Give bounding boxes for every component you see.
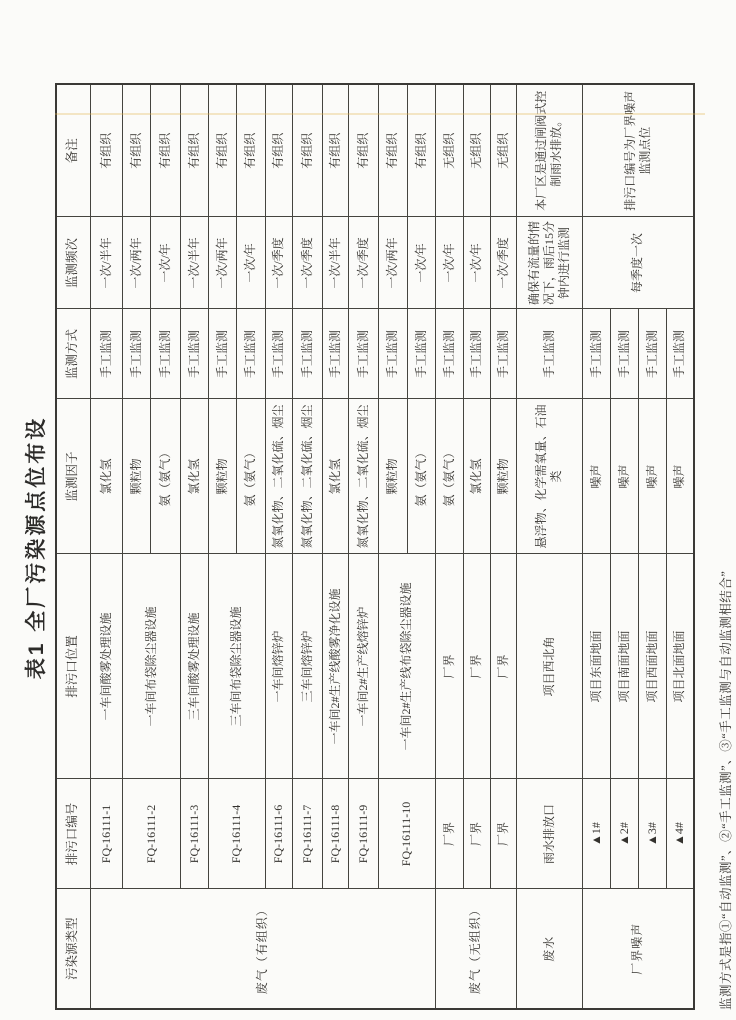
table-cell: 一次/半年 <box>322 217 348 309</box>
table-cell: 手工监测 <box>378 309 407 399</box>
table-row <box>90 84 122 1009</box>
table-cell: FQ-16111-4 <box>208 779 265 889</box>
table-cell: 厂界 <box>435 779 463 889</box>
table-cell: 一次/两年 <box>122 217 150 309</box>
table-cell: 有组织 <box>348 84 378 217</box>
table-cell: 有组织 <box>90 84 122 217</box>
table-row <box>292 84 322 1009</box>
header-cell: 排污口位置 <box>56 554 90 779</box>
table-cell: 三车间熔锌炉 <box>292 554 322 779</box>
table-body <box>90 84 694 1009</box>
header-cell: 监测方式 <box>56 309 90 399</box>
table-cell: 手工监测 <box>208 309 236 399</box>
table-row <box>378 84 407 1009</box>
group-label-cell: 废气（无组织） <box>435 889 516 1009</box>
table-cell: 氯化氢 <box>322 399 348 554</box>
table-cell: 雨水排放口 <box>516 779 582 889</box>
table-cell: 手工监测 <box>322 309 348 399</box>
table-cell: 一次/季度 <box>490 217 516 309</box>
table-header <box>56 84 90 1009</box>
table-cell: FQ-16111-6 <box>265 779 292 889</box>
table-cell: 氨（氨气） <box>407 399 435 554</box>
table-cell: 手工监测 <box>435 309 463 399</box>
table-cell: 一次/季度 <box>265 217 292 309</box>
table-cell: 一次/半年 <box>90 217 122 309</box>
header-row <box>56 84 90 1009</box>
table-row <box>265 84 292 1009</box>
table-cell: 一车间2#生产线酸雾净化设施 <box>322 554 348 779</box>
table-cell: 手工监测 <box>292 309 322 399</box>
table-cell: 氨（氨气） <box>150 399 180 554</box>
table-cell: 无组织 <box>490 84 516 217</box>
table-cell: 手工监测 <box>348 309 378 399</box>
table-footnote: 监测方式是指①“自动监测”、②“手工监测”、③“手工监测与自动监测相结合” <box>719 570 733 1010</box>
table-cell: 噪声 <box>610 399 638 554</box>
header-cell: 监测因子 <box>56 399 90 554</box>
table-cell: 有组织 <box>122 84 150 217</box>
table-cell: 氨（氨气） <box>236 399 265 554</box>
table-cell: 一次/年 <box>435 217 463 309</box>
table-cell: 厂界 <box>435 554 463 779</box>
table-cell: 无组织 <box>463 84 490 217</box>
table-cell: 有组织 <box>292 84 322 217</box>
table-cell: 氮氧化物、二氧化硫、烟尘 <box>348 399 378 554</box>
table-cell: 悬浮物、化学需氧量、石油类 <box>516 399 582 554</box>
table-cell: 项目北面地面 <box>666 554 694 779</box>
table-cell: 本厂区是通过闸阀式控制雨水排放。 <box>516 84 582 217</box>
table-cell: 手工监测 <box>122 309 150 399</box>
table-cell: FQ-16111-10 <box>378 779 435 889</box>
table-cell: 一次/两年 <box>378 217 407 309</box>
pollution-source-table <box>55 83 695 1010</box>
table-cell: 无组织 <box>435 84 463 217</box>
table-cell: 有组织 <box>236 84 265 217</box>
table-cell: 手工监测 <box>407 309 435 399</box>
table-row <box>322 84 348 1009</box>
table-cell: 项目东面地面 <box>582 554 610 779</box>
table-cell: 手工监测 <box>150 309 180 399</box>
table-cell: 一次/两年 <box>208 217 236 309</box>
table-cell: 一次/年 <box>236 217 265 309</box>
table-cell: 手工监测 <box>265 309 292 399</box>
table-cell: 氯化氢 <box>463 399 490 554</box>
table-cell: 一车间酸雾处理设施 <box>90 554 122 779</box>
document-title: 表1 全厂污染源点位布设 <box>25 415 48 680</box>
table-cell: 氯化氢 <box>90 399 122 554</box>
table-cell: 项目西北角 <box>516 554 582 779</box>
table-cell: 一次/年 <box>463 217 490 309</box>
table-cell: 一次/年 <box>150 217 180 309</box>
table-cell: 手工监测 <box>463 309 490 399</box>
table-cell: 手工监测 <box>490 309 516 399</box>
table-cell: 颗粒物 <box>122 399 150 554</box>
table-cell: 一次/年 <box>407 217 435 309</box>
table-cell: 厂界 <box>463 554 490 779</box>
table-cell: ▲4# <box>666 779 694 889</box>
table-cell: 手工监测 <box>582 309 610 399</box>
table-cell: 有组织 <box>378 84 407 217</box>
table-cell: 厂界 <box>463 779 490 889</box>
table-cell: 氮氧化物、二氧化硫、烟尘 <box>292 399 322 554</box>
table-cell: 氮氧化物、二氧化硫、烟尘 <box>265 399 292 554</box>
table-cell: 厂界 <box>490 779 516 889</box>
table-cell: 噪声 <box>666 399 694 554</box>
table-cell: 确保有流量的情况下，雨后15分钟内进行监测 <box>516 217 582 309</box>
table-cell: 手工监测 <box>90 309 122 399</box>
table-cell: 三车间布袋除尘器设施 <box>208 554 265 779</box>
group-label-cell: 厂界噪声 <box>582 889 694 1009</box>
group-label-cell: 废水 <box>516 889 582 1009</box>
table-row <box>208 84 236 1009</box>
table-cell: 每季度一次 <box>582 217 694 309</box>
header-cell: 排污口编号 <box>56 779 90 889</box>
table-cell: 氨（氨气） <box>435 399 463 554</box>
table-cell: 氯化氢 <box>180 399 208 554</box>
table-cell: 有组织 <box>322 84 348 217</box>
table-row <box>180 84 208 1009</box>
table-cell: 项目西面地面 <box>638 554 666 779</box>
table-cell: 有组织 <box>208 84 236 217</box>
table-cell: 一车间熔锌炉 <box>265 554 292 779</box>
table-cell: 手工监测 <box>666 309 694 399</box>
table-cell: 一次/季度 <box>348 217 378 309</box>
table-cell: 排污口编号为厂界噪声监测点位 <box>582 84 694 217</box>
header-cell: 监测频次 <box>56 217 90 309</box>
table-row <box>435 84 463 1009</box>
group-label-cell: 废气（有组织） <box>90 889 435 1009</box>
table-cell: 三车间酸雾处理设施 <box>180 554 208 779</box>
header-cell: 污染源类型 <box>56 889 90 1009</box>
table-row <box>463 84 490 1009</box>
table-cell: 有组织 <box>150 84 180 217</box>
table-cell: 噪声 <box>638 399 666 554</box>
table-cell: 手工监测 <box>236 309 265 399</box>
table-cell: 项目南面地面 <box>610 554 638 779</box>
table-cell: FQ-16111-8 <box>322 779 348 889</box>
table-cell: 颗粒物 <box>490 399 516 554</box>
table-cell: FQ-16111-2 <box>122 779 180 889</box>
table-cell: FQ-16111-3 <box>180 779 208 889</box>
table-cell: 手工监测 <box>610 309 638 399</box>
table-cell: 噪声 <box>582 399 610 554</box>
table-cell: 一车间2#生产线布袋除尘器设施 <box>378 554 435 779</box>
table-cell: 有组织 <box>265 84 292 217</box>
table-cell: 厂界 <box>490 554 516 779</box>
table-row <box>348 84 378 1009</box>
table-cell: FQ-16111-9 <box>348 779 378 889</box>
table-cell: FQ-16111-7 <box>292 779 322 889</box>
header-cell: 备注 <box>56 84 90 217</box>
table-row <box>582 84 610 1009</box>
table-cell: 一次/半年 <box>180 217 208 309</box>
table-row <box>516 84 582 1009</box>
table-cell: 一车间布袋除尘器设施 <box>122 554 180 779</box>
table-cell: 有组织 <box>180 84 208 217</box>
table-cell: 一车间2#生产线熔锌炉 <box>348 554 378 779</box>
table-cell: 手工监测 <box>516 309 582 399</box>
table-row <box>122 84 150 1009</box>
table-cell: 一次/季度 <box>292 217 322 309</box>
table-cell: 颗粒物 <box>378 399 407 554</box>
table-cell: ▲1# <box>582 779 610 889</box>
table-cell: 手工监测 <box>180 309 208 399</box>
table-row <box>490 84 516 1009</box>
table-cell: ▲3# <box>638 779 666 889</box>
table-cell: 手工监测 <box>638 309 666 399</box>
table-cell: FQ-16111-1 <box>90 779 122 889</box>
table-cell: 有组织 <box>407 84 435 217</box>
table-cell: 颗粒物 <box>208 399 236 554</box>
table-cell: ▲2# <box>610 779 638 889</box>
